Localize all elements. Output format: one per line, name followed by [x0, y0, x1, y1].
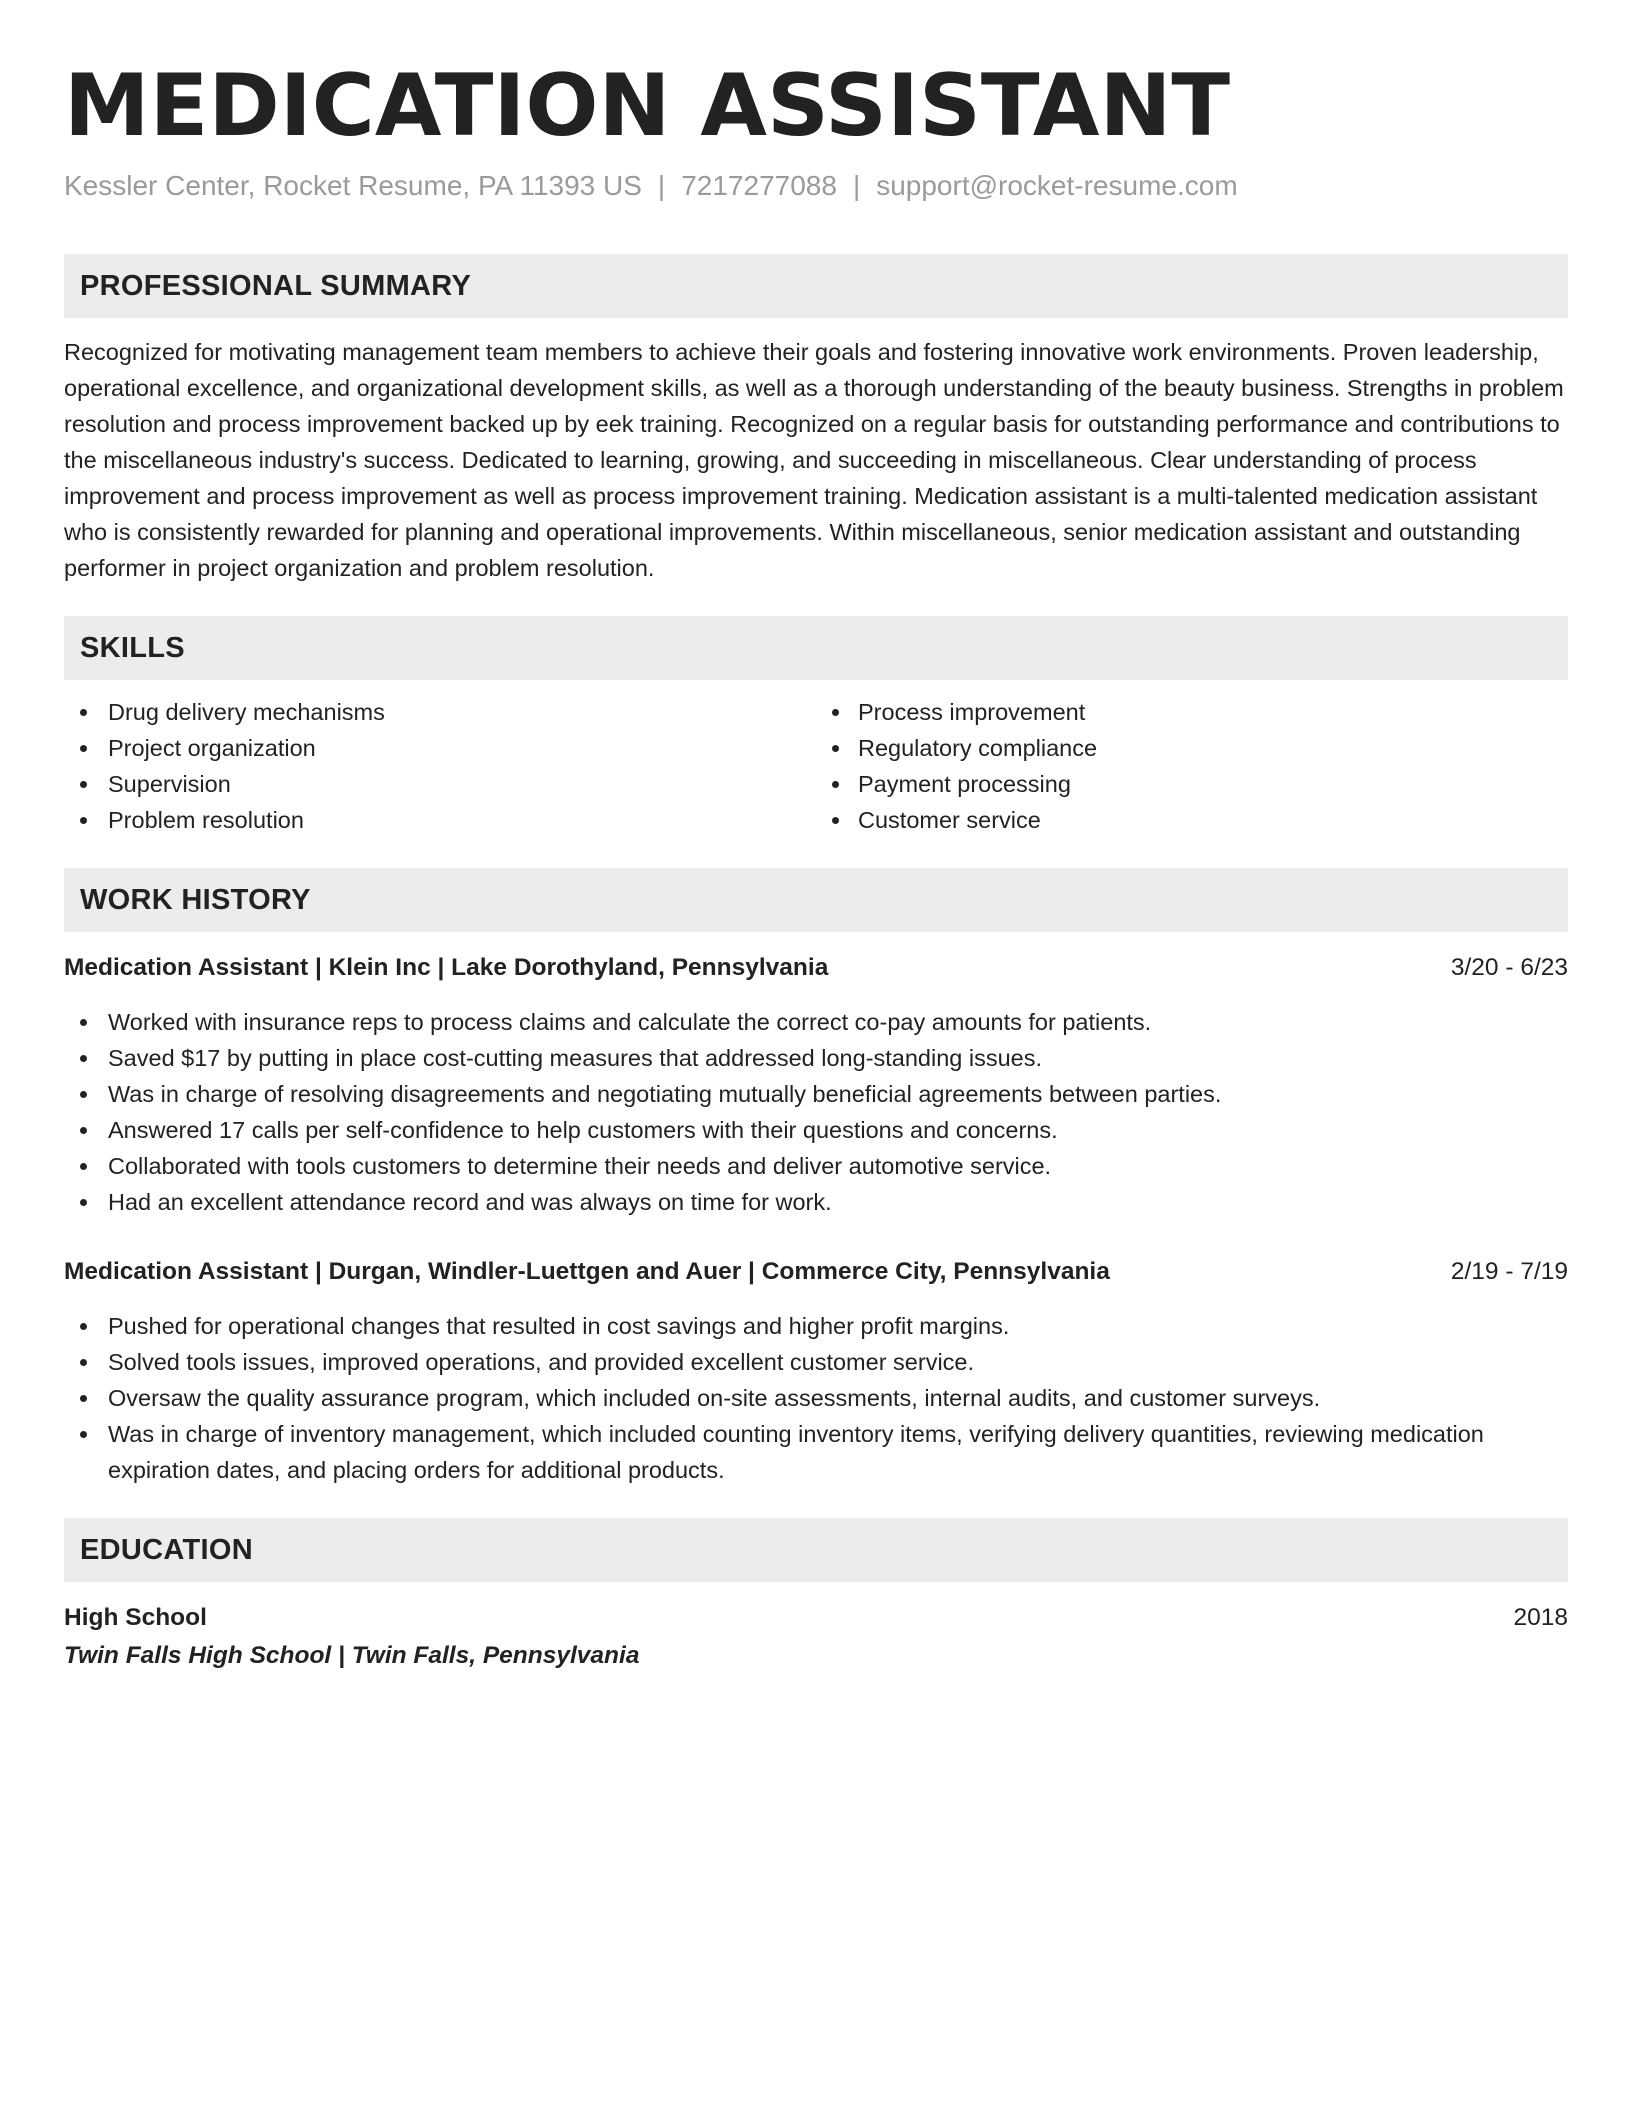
job-bullet: Answered 17 calls per self-confidence to help customers with their questions and concerns. — [64, 1112, 1568, 1148]
job-bullet: Solved tools issues, improved operations, and provided excellent customer service. — [64, 1344, 1568, 1380]
job-bullet: Was in charge of inventory management, which included counting inventory items, verifying delivery quantities, reviewing medication expiration dates, and placing orders for additional products. — [64, 1416, 1568, 1488]
job-heading-row — [64, 1254, 1568, 1290]
education-school: Twin Falls High School | Twin Falls, Pennsylvania — [64, 1642, 640, 1669]
contact-separator: | — [852, 170, 861, 201]
job-bullet: Was in charge of resolving disagreements and negotiating mutually beneficial agreements between parties. — [64, 1076, 1568, 1112]
job-bullet: Saved $17 by putting in place cost-cutting measures that addressed long-standing issues. — [64, 1040, 1568, 1076]
candidate-name: MEDICATION ASSISTANT — [64, 56, 1231, 156]
contact-address: Kessler Center, Rocket Resume, PA 11393 US — [64, 170, 642, 201]
section-header-summary: PROFESSIONAL SUMMARY — [64, 254, 1568, 318]
job-entry — [64, 1254, 1568, 1488]
job-bullet: Worked with insurance reps to process claims and calculate the correct co-pay amounts for patients. — [64, 1004, 1568, 1040]
job-bullet: Collaborated with tools customers to determine their needs and deliver automotive service. — [64, 1148, 1568, 1184]
job-bullet: Oversaw the quality assurance program, which included on-site assessments, internal audits, and customer surveys. — [64, 1380, 1568, 1416]
section-header-education: EDUCATION — [64, 1518, 1568, 1582]
summary-text: Recognized for motivating management team members to achieve their goals and fostering innovative work environments. Proven leadership, operational excellence, and organizational development skills, as well as a thorough understanding of the beauty business. Strengths in problem resolution and process improvement backed up by eek training. Recognized on a regular basis for outstanding performance and contributions to the miscellaneous industry's success. Dedicated to learning, growing, and succeeding in miscellaneous. Clear understanding of process improvement and process improvement as well as process improvement training. Medication assistant is a multi-talented medication assistant who is consistently rewarded for planning and operational improvements. Within miscellaneous, senior medication assistant and outstanding performer in project organization and problem resolution. — [64, 339, 1564, 581]
contact-line — [64, 168, 1568, 204]
job-title: Medication Assistant | Klein Inc | Lake Dorothyland, Pennsylvania — [64, 954, 829, 981]
job-bullet: Pushed for operational changes that resulted in cost savings and higher profit margins. — [64, 1308, 1568, 1344]
job-bullets — [64, 1004, 1568, 1220]
contact-email: support@rocket-resume.com — [876, 170, 1238, 201]
skill-item: Project organization — [64, 730, 816, 766]
section-header-skills: SKILLS — [64, 616, 1568, 680]
skill-item: Customer service — [816, 802, 1568, 838]
section-header-work: WORK HISTORY — [64, 868, 1568, 932]
education-entry — [64, 1600, 1568, 1676]
job-bullet: Had an excellent attendance record and was always on time for work. — [64, 1184, 1568, 1220]
education-degree: High School — [64, 1604, 207, 1631]
job-bullets — [64, 1308, 1568, 1488]
skill-item: Supervision — [64, 766, 816, 802]
skill-item: Process improvement — [816, 694, 1568, 730]
education-year: 2018 — [1513, 1604, 1568, 1631]
job-entry — [64, 950, 1568, 1220]
skills-list — [64, 694, 1568, 838]
skill-item: Regulatory compliance — [816, 730, 1568, 766]
contact-separator: | — [657, 170, 666, 201]
job-dates: 2/19 - 7/19 — [1450, 1258, 1568, 1285]
job-heading-row — [64, 950, 1568, 986]
skills-column-right — [816, 694, 1568, 838]
skill-item: Problem resolution — [64, 802, 816, 838]
job-dates: 3/20 - 6/23 — [1450, 954, 1568, 981]
skill-item: Drug delivery mechanisms — [64, 694, 816, 730]
contact-phone: 7217277088 — [681, 170, 837, 201]
job-title: Medication Assistant | Durgan, Windler-Luettgen and Auer | Commerce City, Pennsylvania — [64, 1258, 1110, 1285]
education-heading-row — [64, 1600, 1568, 1636]
skill-item: Payment processing — [816, 766, 1568, 802]
skills-column-left — [64, 694, 816, 838]
